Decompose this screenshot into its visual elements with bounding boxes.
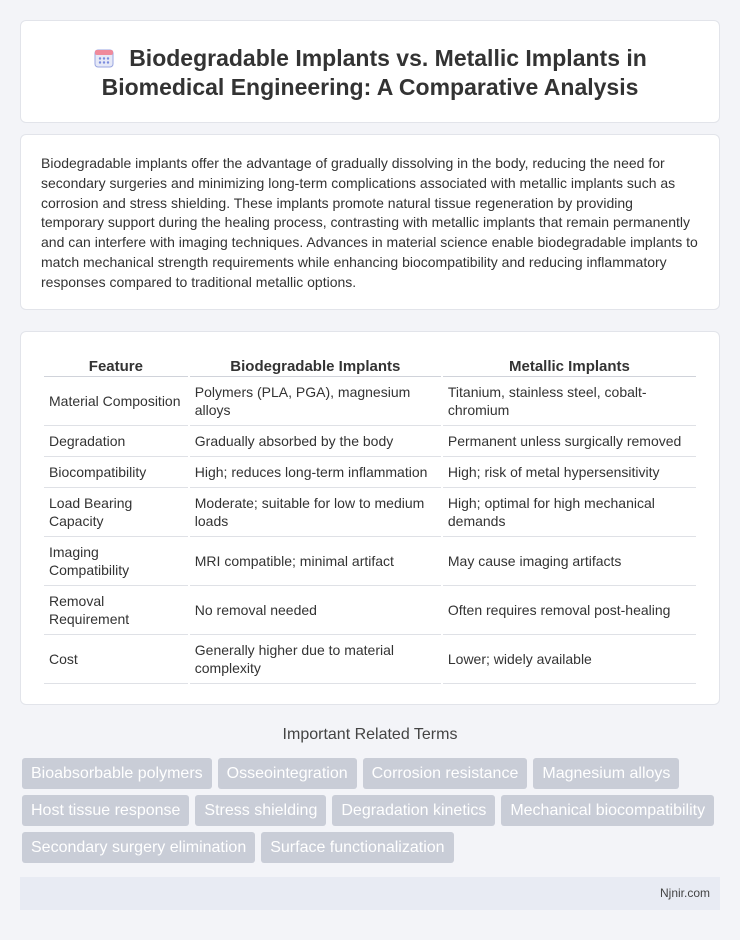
table-row: [44, 537, 696, 586]
feature-cell: Removal Requirement: [44, 586, 188, 635]
metallic-cell: Often requires removal post-healing: [443, 586, 696, 635]
biodegradable-cell: Moderate; suitable for low to medium loads: [190, 488, 441, 537]
metallic-cell: High; risk of metal hypersensitivity: [443, 457, 696, 488]
biodegradable-cell: No removal needed: [190, 586, 441, 635]
metallic-cell: High; optimal for high mechanical demands: [443, 488, 696, 537]
page-title: [61, 44, 679, 102]
table-row: [44, 377, 696, 426]
table-row: [44, 488, 696, 537]
related-terms-tags: [22, 758, 722, 869]
tag-surface-functionalization[interactable]: Surface functionalization: [261, 832, 453, 863]
biodegradable-cell: High; reduces long-term inflammation: [190, 457, 441, 488]
calendar-icon: [93, 47, 115, 69]
tag-degradation-kinetics[interactable]: Degradation kinetics: [332, 795, 495, 826]
table-row: [44, 635, 696, 684]
metallic-cell: Lower; widely available: [443, 635, 696, 684]
title-line-2: Biomedical Engineering: A Comparative Analysis: [101, 74, 639, 100]
header-card: [20, 20, 720, 123]
feature-cell: Imaging Compatibility: [44, 537, 188, 586]
biodegradable-cell: Gradually absorbed by the body: [190, 426, 441, 457]
comparison-table: [42, 352, 698, 684]
tag-mechanical-biocompatibility[interactable]: Mechanical biocompatibility: [501, 795, 714, 826]
feature-cell: Cost: [44, 635, 188, 684]
title-line-1: Biodegradable Implants vs. Metallic Implants in: [129, 45, 647, 71]
related-terms-heading: Important Related Terms: [282, 726, 458, 743]
biodegradable-cell: Generally higher due to material complexity: [190, 635, 441, 684]
table-row: [44, 457, 696, 488]
feature-cell: Degradation: [44, 426, 188, 457]
tag-magnesium-alloys[interactable]: Magnesium alloys: [533, 758, 679, 789]
metallic-cell: Permanent unless surgically removed: [443, 426, 696, 457]
biodegradable-cell: MRI compatible; minimal artifact: [190, 537, 441, 586]
footer: [20, 877, 720, 910]
tag-host-tissue-response[interactable]: Host tissue response: [22, 795, 189, 826]
comparison-table-card: [20, 331, 720, 705]
intro-paragraph: Biodegradable implants offer the advantage of gradually dissolving in the body, reducing the need for secondary surgeries and minimizing long-term complications associated with metallic implants such as corrosion and stress shielding. These implants promote natural tissue regeneration by providing temporary support during the healing process, contrasting with metallic implants that remain permanently and can interfere with imaging techniques. Advances in material science enable biodegradable implants to match mechanical strength requirements while enhancing biocompatibility and reducing inflammatory responses compared to traditional metallic options.: [41, 155, 698, 290]
tag-osseointegration[interactable]: Osseointegration: [218, 758, 357, 789]
feature-cell: Material Composition: [44, 377, 188, 426]
footer-site-link[interactable]: Njnir.com: [659, 886, 710, 900]
header-feature: Feature: [44, 352, 188, 377]
feature-cell: Biocompatibility: [44, 457, 188, 488]
metallic-cell: Titanium, stainless steel, cobalt-chromium: [443, 377, 696, 426]
feature-cell: Load Bearing Capacity: [44, 488, 188, 537]
header-biodegradable: Biodegradable Implants: [190, 352, 441, 377]
biodegradable-cell: Polymers (PLA, PGA), magnesium alloys: [190, 377, 441, 426]
table-row: [44, 586, 696, 635]
intro-card: [20, 134, 720, 310]
table-header-row: [44, 352, 696, 377]
tag-bioabsorbable-polymers[interactable]: Bioabsorbable polymers: [22, 758, 212, 789]
table-row: [44, 426, 696, 457]
tag-corrosion-resistance[interactable]: Corrosion resistance: [363, 758, 528, 789]
metallic-cell: May cause imaging artifacts: [443, 537, 696, 586]
header-metallic: Metallic Implants: [443, 352, 696, 377]
tag-stress-shielding[interactable]: Stress shielding: [195, 795, 326, 826]
tag-secondary-surgery-elimination[interactable]: Secondary surgery elimination: [22, 832, 255, 863]
